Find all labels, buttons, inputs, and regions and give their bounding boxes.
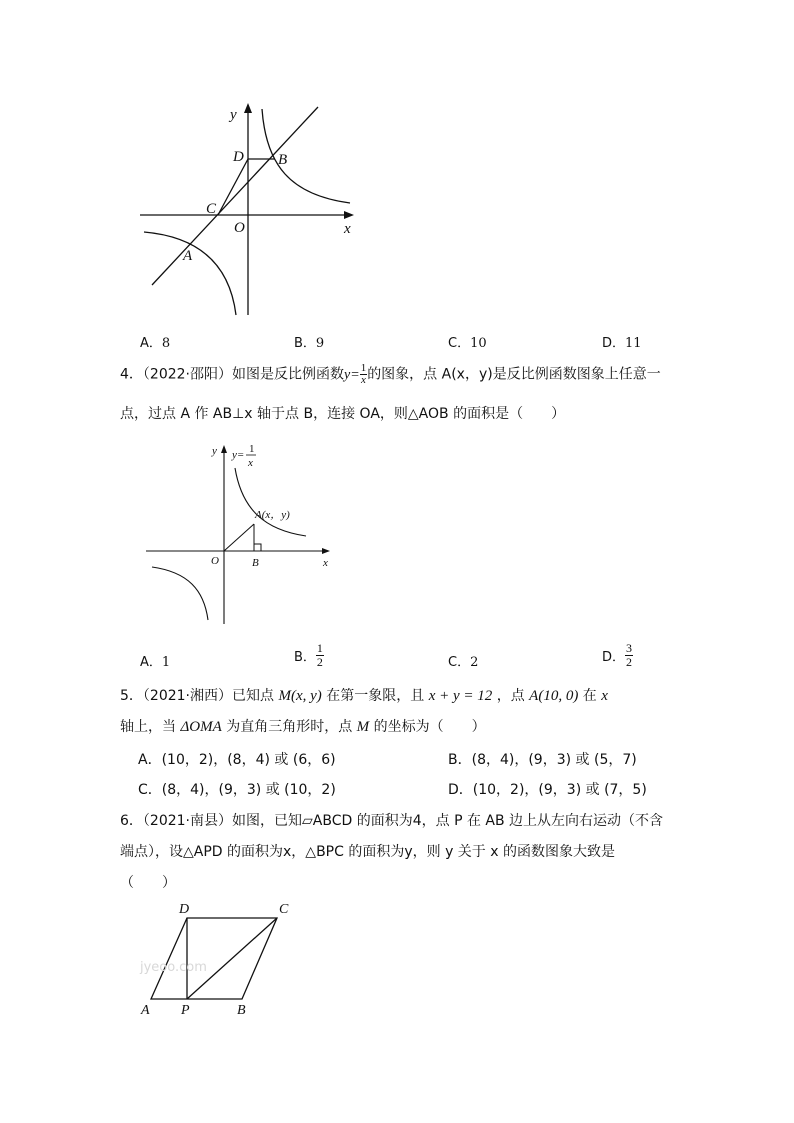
q5-line-2: 轴上，当 ΔOMA 为直角三角形时，点 M 的坐标为（ ） <box>120 719 486 735</box>
q4-option-a[interactable]: A．1 <box>140 655 171 670</box>
label-a: A <box>183 248 193 264</box>
y-axis-arrow <box>221 445 227 453</box>
label-x: x <box>344 221 351 237</box>
q4-number: 4． <box>120 366 143 383</box>
q4-line-1 <box>120 363 661 386</box>
q5-line-1: 5．（2021·湘西）已知点 M(x, y) 在第一象限，且 x + y = 12 ，点 A(10, 0) 在 x <box>120 688 608 704</box>
label-d: D <box>233 149 244 165</box>
q5-option-a[interactable]: A．(10，2)，(8，4) 或 (6，6) <box>138 752 336 768</box>
label-p: P <box>181 1003 190 1018</box>
label-d: D <box>179 902 190 917</box>
q5-option-d[interactable]: D．(10，2)，(9，3) 或 (7，5) <box>448 782 647 798</box>
label-c: C <box>206 201 217 217</box>
q4-func-y: y= <box>344 367 360 383</box>
q4-option-b[interactable]: B． $\frac{1}{2}$ <box>294 641 323 669</box>
q5-number: 5． <box>120 688 143 704</box>
q3-option-b[interactable]: B．9 <box>294 336 325 351</box>
watermark: jyeoo.com <box>140 960 207 975</box>
label-o: O <box>234 220 245 236</box>
label-x: x <box>323 557 328 569</box>
q3-option-a[interactable]: A．8 <box>140 336 171 351</box>
line-ab <box>152 107 318 285</box>
q5-option-c[interactable]: C．(8，4)，(9，3) 或 (10，2) <box>138 782 336 798</box>
label-b: B <box>278 152 288 168</box>
label-func-y: y= <box>232 449 245 461</box>
q4-option-d[interactable]: D． $\frac{3}{2}$ <box>602 641 633 669</box>
y-axis-arrow <box>244 103 252 113</box>
q4-option-c[interactable]: C．2 <box>448 655 479 670</box>
q6-number: 6． <box>120 813 143 829</box>
q3-option-d[interactable]: D．11 <box>602 336 642 351</box>
hyperbola-branch-q1 <box>235 468 306 536</box>
label-o: O <box>211 555 219 567</box>
q4-text-a: 如图是反比例函数 <box>232 366 345 383</box>
q3-option-c[interactable]: C．10 <box>448 336 487 351</box>
x-axis-arrow <box>322 548 330 554</box>
q6-line-1: 6．（2021·南县）如图，已知▱ABCD 的面积为4，点 P 在 AB 边上从左向右运动（不含 <box>120 813 664 829</box>
label-c: C <box>279 902 289 917</box>
label-y: y <box>212 445 217 457</box>
label-func-num: 1 <box>249 443 255 455</box>
q4-func-fraction: $\frac{1}{x}$ <box>360 362 367 386</box>
parallelogram-abcd <box>151 918 277 999</box>
label-y: y <box>230 107 237 123</box>
q4-source: （2022·邵阳） <box>142 366 233 383</box>
hyperbola-branch-q1 <box>262 109 350 203</box>
q5-option-b[interactable]: B．(8，4)，(9，3) 或 (5，7) <box>448 752 637 768</box>
label-b: B <box>252 557 259 569</box>
figure-inverse-function <box>140 440 340 630</box>
q6-line-2: 端点），设△APD 的面积为x，△BPC 的面积为y，则 y 关于 x 的函数图象大致是 <box>120 844 615 860</box>
label-func-den: x <box>248 457 253 469</box>
segment-oa <box>224 524 254 551</box>
label-a: A <box>141 1003 150 1018</box>
q4-line-2: 点，过点 A 作 AB⊥x 轴于点 B，连接 OA，则△AOB 的面积是（ ） <box>120 406 566 422</box>
label-b: B <box>237 1003 246 1018</box>
q4-text-b: 的图象，点 A(x，y)是反比例函数图象上任意一 <box>367 366 661 383</box>
q6-source: （2021·南县） <box>142 813 233 829</box>
q6-line-3: （ ） <box>120 875 176 891</box>
right-angle-mark <box>254 544 261 551</box>
label-point-a: A(x，y) <box>255 509 290 521</box>
segment-pc <box>187 918 277 999</box>
q5-source: （2021·湘西） <box>142 688 233 704</box>
hyperbola-branch-q3 <box>152 567 208 620</box>
x-axis-arrow <box>344 211 354 219</box>
figure-hyperbola-line <box>130 95 370 325</box>
